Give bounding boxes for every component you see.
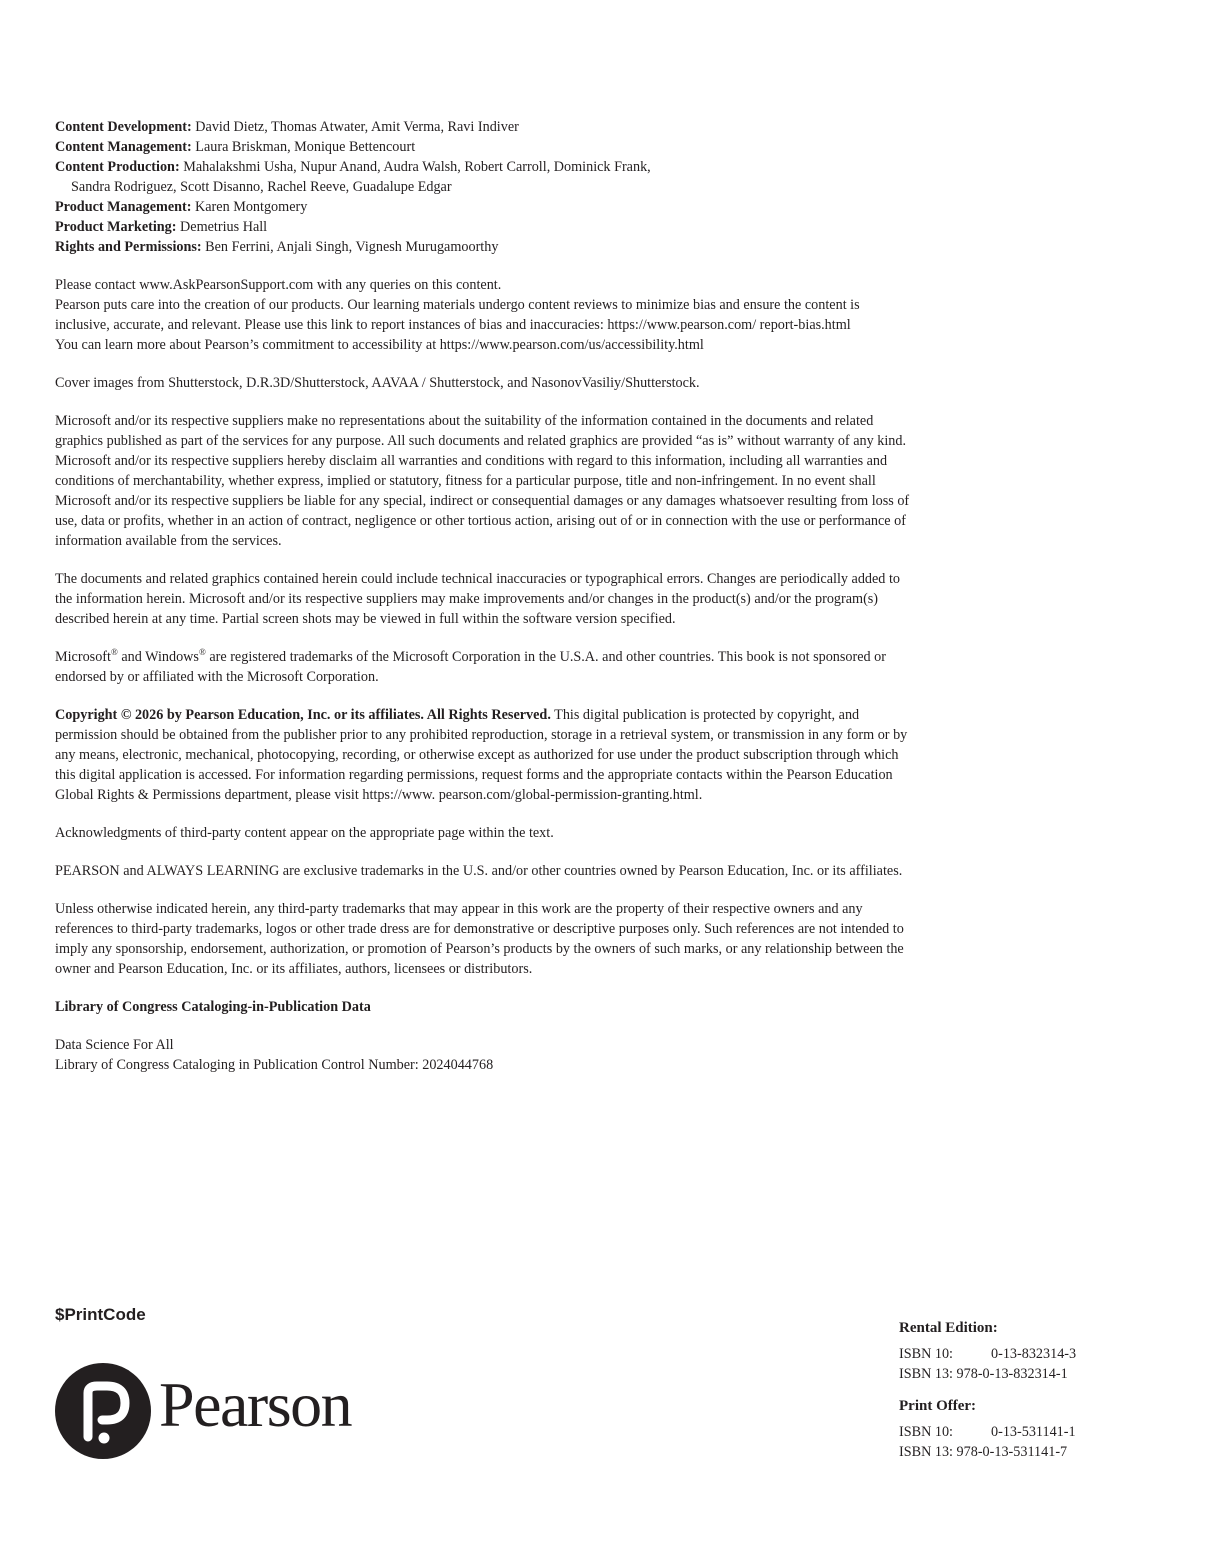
credit-names: Sandra Rodriguez, Scott Disanno, Rachel Reeve, Guadalupe Edgar	[71, 179, 452, 195]
isbn-label: ISBN 13:	[899, 1444, 953, 1460]
trademark-text: and Windows	[117, 649, 199, 665]
credit-label: Content Development:	[55, 119, 192, 135]
print-offer-heading: Print Offer:	[899, 1398, 977, 1414]
credit-label: Rights and Permissions:	[55, 239, 202, 255]
credit-names: Mahalakshmi Usha, Nupur Anand, Audra Walsh, Robert Carroll, Dominick Frank,	[179, 159, 651, 175]
credit-line	[55, 117, 917, 137]
documents-disclaimer: The documents and related graphics contained herein could include technical inaccuracies or typographical errors. Changes are periodically added to the information herein. Microsoft and/or its respective suppliers may make improvements and/or changes in the product(s) and/or the program(s) described herein at any time. Partial screen shots may be viewed in full within the software version specified.	[55, 571, 900, 627]
rental-edition-heading: Rental Edition:	[899, 1320, 998, 1336]
isbn-row	[899, 1364, 1109, 1384]
credit-names: Ben Ferrini, Anjali Singh, Vignesh Murugamoorthy	[201, 239, 499, 255]
accessibility-statement: You can learn more about Pearson’s commitment to accessibility at https://www.pearson.com/us/accessibility.html	[55, 337, 704, 353]
pearson-p-icon	[55, 1363, 151, 1459]
credit-names: David Dietz, Thomas Atwater, Amit Verma, Ravi Indiver	[191, 119, 519, 135]
isbn-label: ISBN 10:	[899, 1424, 953, 1440]
registered-mark: ®	[198, 647, 206, 657]
loc-block	[55, 1035, 917, 1075]
isbn-label: ISBN 10:	[899, 1346, 953, 1362]
credit-line	[55, 197, 917, 217]
isbn-value: 978-0-13-531141-7	[956, 1444, 1068, 1460]
credit-names: Demetrius Hall	[176, 219, 268, 235]
contact-block	[55, 275, 917, 355]
pearson-trademark: PEARSON and ALWAYS LEARNING are exclusive trademarks in the U.S. and/or other countries owned by Pearson Education, Inc. or its affiliates.	[55, 863, 903, 879]
loc-heading: Library of Congress Cataloging-in-Publication Data	[55, 999, 371, 1015]
microsoft-disclaimer: Microsoft and/or its respective suppliers make no representations about the suitability of the information contained in the documents and related graphics published as part of the services for any purpose. All such documents and related graphics are provided “as is” without warranty of any kind. Microsoft and/or its respective suppliers hereby disclaim all warranties and conditions with regard to this information, including all warranties and conditions of merchantability, whether express, implied or statutory, fitness for a particular purpose, title and non-infringement. In no event shall Microsoft and/or its respective suppliers be liable for any special, indirect or consequential damages or any damages whatsoever resulting from loss of use, data or profits, whether in an action of contract, negligence or other tortious action, arising out of or in connection with the use or performance of information available from the services.	[55, 413, 910, 549]
print-code: $PrintCode	[55, 1305, 146, 1324]
loc-control-number: Library of Congress Cataloging in Publication Control Number: 2024044768	[55, 1057, 494, 1073]
third-party-trademarks: Unless otherwise indicated herein, any third-party trademarks that may appear in this work are the property of their respective owners and any references to third-party trademarks, logos or other trade dress are for demonstrative or descriptive purposes only. Such references are not intended to imply any sponsorship, endorsement, authorization, or promotion of Pearson’s products by the owners of such marks, or any relationship between the owner and Pearson Education, Inc. or its affiliates, authors, licensees or distributors.	[55, 901, 904, 977]
isbn-row	[899, 1442, 1109, 1462]
credit-names: Karen Montgomery	[191, 199, 308, 215]
contact-line: Please contact www.AskPearsonSupport.com with any queries on this content.	[55, 277, 502, 293]
trademark-text: Microsoft	[55, 649, 111, 665]
copyright-page-body	[55, 117, 917, 1075]
copyright-notice	[55, 705, 917, 805]
pearson-logo	[55, 1363, 351, 1459]
isbn-row	[899, 1344, 1109, 1364]
credit-line	[55, 137, 917, 157]
isbn-value: 978-0-13-832314-1	[956, 1366, 1068, 1382]
credits-list	[55, 117, 917, 257]
cover-images-credit: Cover images from Shutterstock, D.R.3D/Shutterstock, AAVAA / Shutterstock, and NasonovVasiliy/Shutterstock.	[55, 375, 700, 391]
credit-label: Product Management:	[55, 199, 192, 215]
credit-names: Laura Briskman, Monique Bettencourt	[191, 139, 416, 155]
credit-line	[55, 157, 917, 177]
isbn-block	[899, 1318, 1109, 1462]
credit-line	[55, 237, 917, 257]
trademark-text: are registered trademarks of the Microsoft Corporation in the U.S.A. and other countries. This book is not sponsored or endorsed by or affiliated with the Microsoft Corporation.	[55, 649, 886, 685]
trademark-notice	[55, 647, 917, 687]
credit-label: Product Marketing:	[55, 219, 177, 235]
loc-title: Data Science For All	[55, 1037, 174, 1053]
copyright-text: This digital publication is protected by copyright, and permission should be obtained from the publisher prior to any prohibited reproduction, storage in a retrieval system, or transmission in any form or by any means, electronic, mechanical, photocopying, recording, or otherwise except as authorized for use under the product subscription through which this digital application is accessed. For information regarding permissions, request forms and the appropriate contacts within the Pearson Education Global Rights & Permissions department, please visit https://www. pearson.com/global-permission-granting.html.	[55, 707, 908, 803]
isbn-row	[899, 1422, 1109, 1442]
credit-line	[55, 217, 917, 237]
isbn-value: 0-13-832314-3	[991, 1346, 1077, 1362]
credit-label: Content Management:	[55, 139, 192, 155]
copyright-statement: Copyright © 2026 by Pearson Education, Inc. or its affiliates. All Rights Reserved.	[55, 707, 551, 723]
credit-label: Content Production:	[55, 159, 180, 175]
credit-line-continued	[55, 177, 917, 197]
bias-statement: Pearson puts care into the creation of our products. Our learning materials undergo content reviews to minimize bias and ensure the content is inclusive, accurate, and relevant. Please use this link to report instances of bias and inaccuracies: https://www.pearson.com/ report-bias.html	[55, 297, 860, 333]
isbn-label: ISBN 13:	[899, 1366, 953, 1382]
registered-mark: ®	[110, 647, 118, 657]
isbn-value: 0-13-531141-1	[991, 1424, 1076, 1440]
pearson-wordmark: Pearson	[159, 1369, 352, 1440]
acknowledgments: Acknowledgments of third-party content appear on the appropriate page within the text.	[55, 825, 554, 841]
